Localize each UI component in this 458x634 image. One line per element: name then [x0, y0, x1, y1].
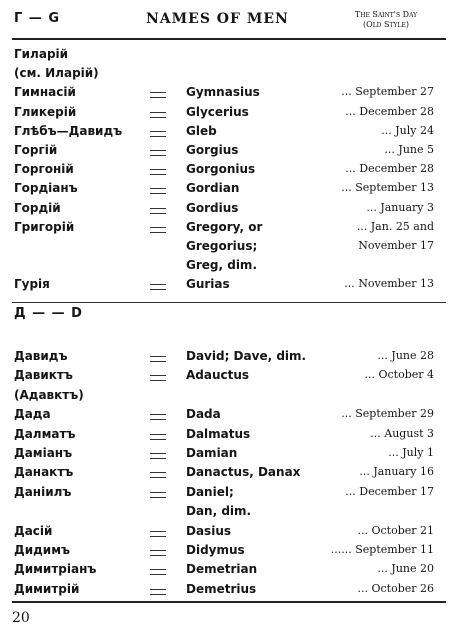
- saints-day-date: ... November 13: [344, 277, 434, 291]
- russian-name: (см. Иларій): [14, 66, 99, 81]
- header-letter-range: Г — G: [14, 11, 61, 26]
- name-entry-row: [0, 255, 458, 275]
- russian-name: Дада: [14, 407, 51, 422]
- section-divider: [12, 302, 446, 303]
- russian-name: Дидимъ: [14, 543, 71, 557]
- saints-day-date: November 17: [358, 239, 434, 252]
- equals-sign: [150, 112, 166, 118]
- russian-name: Давиктъ: [14, 368, 73, 383]
- saints-day-date: ... September 29: [341, 407, 434, 421]
- russian-name: Дасій: [14, 523, 53, 538]
- section-d-heading: Д — — D: [14, 306, 83, 321]
- english-name: Didymus: [186, 543, 245, 557]
- english-name: Danactus, Danax: [186, 465, 301, 480]
- equals-sign: [150, 472, 166, 478]
- english-name: Greg, dim.: [186, 258, 257, 273]
- equals-sign: [150, 150, 166, 156]
- english-name: David; Dave, dim.: [186, 349, 307, 363]
- saints-day-date: ... December 28: [345, 104, 434, 118]
- header-column-label-line1: The Saint's Day: [354, 10, 418, 19]
- saints-day-date: ...... September 11: [330, 543, 434, 556]
- footer-rule: [12, 601, 446, 603]
- name-entry-row: [0, 121, 458, 141]
- saints-day-date: ... June 20: [377, 562, 434, 576]
- equals-sign: [150, 131, 166, 137]
- name-entry-row: [0, 443, 458, 463]
- saints-day-date: ... December 28: [345, 162, 434, 176]
- name-entry-row: [0, 540, 458, 560]
- saints-day-date: ... July 1: [388, 446, 434, 459]
- name-entry-row: [0, 404, 458, 424]
- english-name: Damian: [186, 446, 238, 460]
- saints-day-date: ... June 28: [377, 349, 434, 362]
- name-entry-row: [0, 198, 458, 218]
- english-name: Gorgonius: [186, 162, 256, 177]
- name-entry-row: [0, 159, 458, 179]
- russian-name: Гурія: [14, 277, 50, 292]
- page-number: 20: [12, 610, 30, 626]
- russian-name: Гиларій: [14, 47, 69, 61]
- name-entry-row: [0, 521, 458, 541]
- english-name: Gurias: [186, 277, 230, 292]
- russian-name: Даміанъ: [14, 446, 73, 460]
- saints-day-date: ... Jan. 25 and: [356, 219, 434, 233]
- header-title: NAMES OF MEN: [146, 11, 289, 27]
- russian-name: Глѣбъ—Давидъ: [14, 123, 123, 138]
- russian-name: Далматъ: [14, 426, 76, 441]
- header-rule: [12, 38, 446, 40]
- saints-day-date: ... January 3: [366, 200, 434, 214]
- equals-sign: [150, 531, 166, 537]
- english-name: Daniel;: [186, 484, 234, 499]
- russian-name: Димитріанъ: [14, 562, 97, 577]
- name-entry-row: [0, 482, 458, 502]
- saints-day-date: ... June 5: [384, 143, 434, 156]
- name-entry-row: [0, 102, 458, 122]
- equals-sign: [150, 434, 166, 440]
- english-name: Glycerius: [186, 104, 249, 119]
- russian-name: Данактъ: [14, 465, 74, 480]
- name-entry-row: [0, 462, 458, 482]
- english-name: Demetrius: [186, 581, 257, 596]
- name-entry-row: [0, 217, 458, 237]
- equals-sign: [150, 453, 166, 459]
- russian-name: Гордій: [14, 200, 61, 215]
- english-name: Adauctus: [186, 368, 250, 383]
- name-entry-row: [0, 385, 458, 405]
- russian-name: Давидъ: [14, 349, 68, 363]
- english-name: Gordius: [186, 200, 239, 215]
- russian-name: Димитрій: [14, 581, 80, 596]
- name-entry-row: [0, 559, 458, 579]
- page-header: [0, 6, 458, 38]
- saints-day-date: ... August 3: [370, 426, 434, 440]
- name-entry-row: [0, 579, 458, 599]
- russian-name: Гимнасій: [14, 85, 76, 100]
- saints-day-date: ... October 26: [357, 581, 434, 595]
- name-entry-row: [0, 236, 458, 256]
- english-name: Dada: [186, 407, 221, 422]
- english-name: Gordian: [186, 181, 240, 196]
- name-entry-row: [0, 82, 458, 102]
- saints-day-date: ... January 16: [359, 465, 434, 479]
- name-entry-row: [0, 501, 458, 521]
- russian-name: Григорій: [14, 219, 75, 234]
- english-name: Dan, dim.: [186, 504, 252, 519]
- russian-name: (Адавктъ): [14, 387, 84, 402]
- english-name: Demetrian: [186, 562, 258, 577]
- name-entry-row: [0, 140, 458, 160]
- name-entry-row: [0, 424, 458, 444]
- equals-sign: [150, 569, 166, 575]
- name-entry-row: [0, 44, 458, 64]
- russian-name: Горгій: [14, 143, 58, 157]
- equals-sign: [150, 208, 166, 214]
- saints-day-date: ... December 17: [345, 484, 434, 498]
- name-entry-row: [0, 63, 458, 83]
- equals-sign: [150, 356, 166, 362]
- english-name: Gymnasius: [186, 85, 260, 100]
- equals-sign: [150, 550, 166, 556]
- equals-sign: [150, 375, 166, 381]
- equals-sign: [150, 589, 166, 595]
- equals-sign: [150, 169, 166, 175]
- name-entry-row: [0, 274, 458, 294]
- saints-day-date: ... October 4: [364, 368, 434, 382]
- saints-day-date: ... October 21: [357, 523, 434, 537]
- header-column-label-line2: (Old Style): [363, 20, 409, 29]
- english-name: Gregorius;: [186, 239, 258, 253]
- english-name: Gorgius: [186, 143, 239, 157]
- russian-name: Горгоній: [14, 162, 74, 177]
- english-name: Dalmatus: [186, 426, 251, 441]
- saints-day-date: ... September 27: [341, 85, 434, 99]
- equals-sign: [150, 92, 166, 98]
- name-entry-row: [0, 178, 458, 198]
- russian-name: Даніилъ: [14, 484, 72, 499]
- name-entry-row: [0, 346, 458, 366]
- equals-sign: [150, 188, 166, 194]
- english-name: Gregory, or: [186, 219, 263, 234]
- equals-sign: [150, 492, 166, 498]
- equals-sign: [150, 284, 166, 290]
- header-column-label: [330, 10, 442, 30]
- saints-day-date: ... July 24: [381, 123, 434, 137]
- saints-day-date: ... September 13: [341, 181, 434, 195]
- english-name: Dasius: [186, 523, 231, 538]
- equals-sign: [150, 414, 166, 420]
- name-entry-row: [0, 365, 458, 385]
- english-name: Gleb: [186, 123, 217, 138]
- russian-name: Гордіанъ: [14, 181, 78, 196]
- russian-name: Гликерій: [14, 104, 77, 119]
- equals-sign: [150, 227, 166, 233]
